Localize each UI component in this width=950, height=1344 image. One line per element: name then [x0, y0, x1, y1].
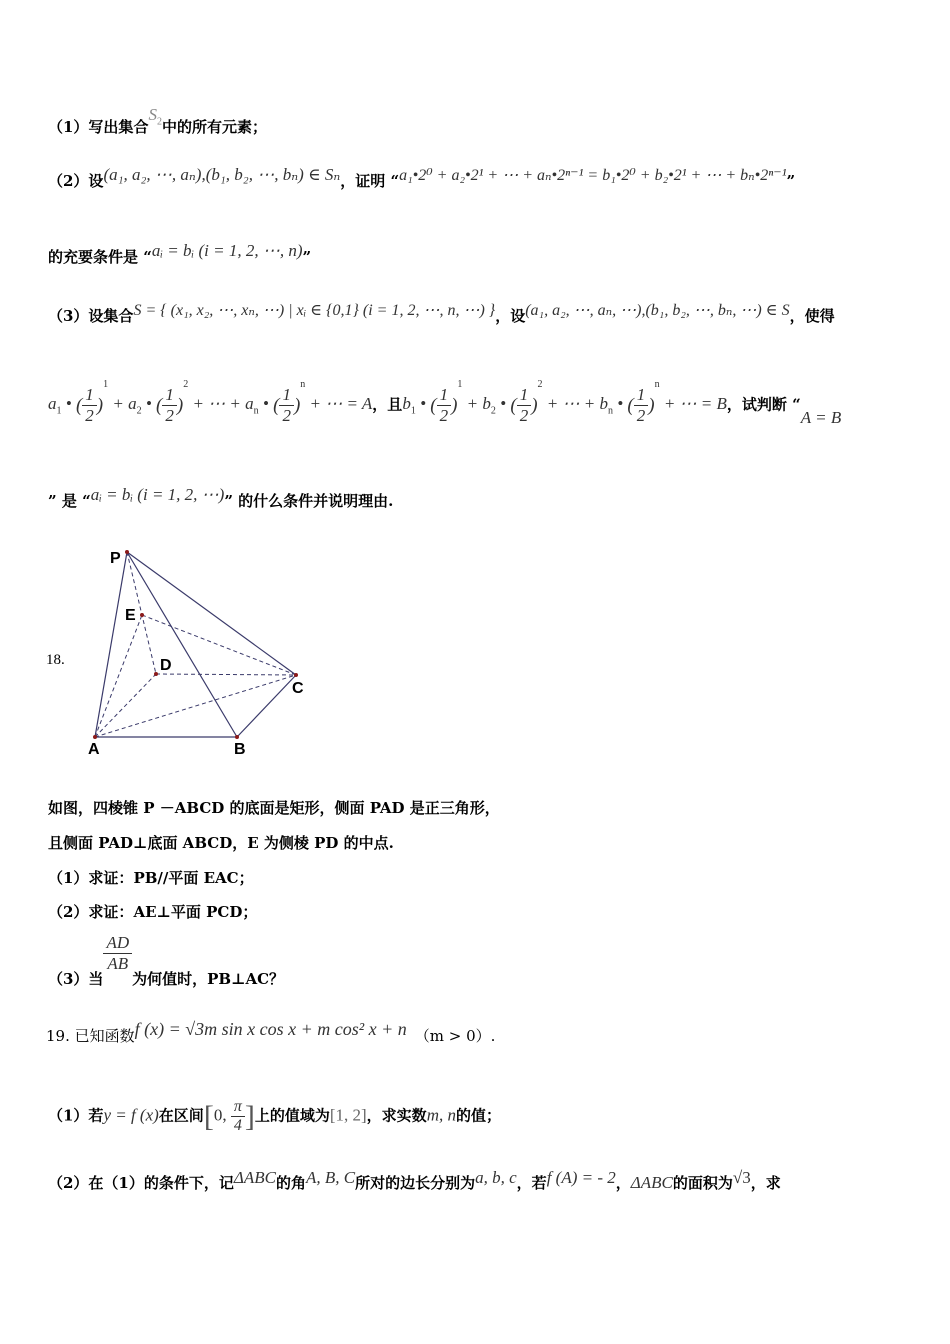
pi-num: π: [231, 1098, 245, 1117]
point-B: [235, 735, 239, 739]
pyramid-figure: [80, 540, 320, 760]
ratio-den: AB: [107, 954, 129, 973]
q19-p1-range-text: 上的值域为: [254, 1106, 330, 1125]
q18-line2: 且侧面 PAD⊥底面 ABCD，E 为侧棱 PD 的中点.: [48, 834, 394, 852]
q19-condition: （m > 0）.: [414, 1027, 496, 1045]
q19-p1-range: [1, 2]: [329, 1105, 367, 1125]
q17-part2-cont-post: ”: [302, 248, 312, 266]
q17-last-pre: ” 是 “: [48, 492, 91, 510]
q19-p1-solve: ，求实数: [366, 1106, 427, 1125]
q19-p2-comma: ，: [615, 1174, 631, 1192]
q17-part3-mid: ，设: [495, 307, 526, 325]
q17-part2-condition: aᵢ = bᵢ (i = 1, 2, ⋯, n): [151, 241, 303, 260]
interval-right-bracket: ]: [244, 1099, 255, 1133]
point-D: [154, 672, 158, 676]
q19-p2-sides-pre: 所对的边长分别为: [355, 1174, 476, 1192]
point-A: [93, 735, 97, 739]
interval-zero: 0,: [213, 1105, 231, 1125]
ratio-AD-AB: [103, 933, 132, 974]
frac-half: $\frac{1}{2}$: [82, 385, 97, 426]
q17-part3-label: （3）设集合: [48, 307, 134, 325]
q19-p2-angles-pre: 的角: [275, 1174, 306, 1192]
series-b: $b_1$ • ( $\frac{1}{2}$ )$^1 + b_2$ • ( $\frac{1}{2}$ )$^2$ + ⋯ + $b_n$ • ( $\frac{1}{2}$ )$^n$ + ⋯ = B: [402, 379, 727, 425]
q17-series-line: [48, 379, 842, 428]
q19-p2-angles: A, B, C: [306, 1168, 356, 1187]
q19-p2-pre: （2）在（1）的条件下，记: [48, 1174, 234, 1192]
q18-q3: [48, 933, 285, 988]
q19-p2-if: ，若: [516, 1174, 547, 1192]
edge-BC: [237, 675, 296, 737]
q19-part2: [48, 1168, 781, 1193]
q17-part2-label: （2）设: [48, 172, 104, 190]
q17-part2-cont: [48, 241, 312, 267]
series-a: $a_1$ • ( $\frac{1}{2}$ )$^1 + a_2$ • ( $\frac{1}{2}$ )$^2$ + ⋯ + $a_n$ • ( $\frac{1}{2}$ )$^n$ + ⋯ = A: [48, 379, 373, 425]
q17-part2-mid: ，证明 “: [340, 172, 400, 190]
label-P: P: [110, 550, 121, 567]
q17-part3-AB: A = B: [800, 408, 842, 428]
q18-q1: （1）求证：PB//平面 EAC；: [48, 869, 254, 887]
q19-p1-mid: 在区间: [158, 1106, 204, 1125]
interval-left-bracket: [: [203, 1099, 214, 1133]
q17-part3-tuples: (a₁, a₂, ⋯, aₙ, ⋯),(b₁, b₂, ⋯, bₙ, ⋯) ∈ S: [525, 302, 790, 319]
q19-p2-sides: a, b, c: [475, 1168, 517, 1187]
pi-den: 4: [233, 1117, 242, 1134]
point-P: [125, 550, 129, 554]
q17-part1: [48, 105, 267, 139]
q19-p2-fA: f (A) = - 2: [546, 1168, 616, 1187]
label-B: B: [234, 741, 246, 758]
q17-part3-and: ，且: [372, 395, 403, 414]
q17-part1-set-sub: 2: [156, 116, 162, 128]
label-E: E: [125, 607, 136, 624]
label-A: A: [88, 741, 100, 758]
q18-number: 18.: [46, 652, 65, 668]
q17-part2-cont-pre: 的充要条件是 “: [48, 248, 152, 266]
q19-p2-triangle: ΔABC: [233, 1168, 276, 1187]
q18-line1: 如图，四棱锥 P －ABCD 的底面是矩形，侧面 PAD 是正三角形，: [48, 799, 500, 817]
edge-PB: [127, 552, 237, 737]
q17-part2: [48, 165, 796, 191]
q19-p2-area-pre: 的面积为: [672, 1174, 733, 1192]
label-C: C: [292, 680, 304, 697]
q19-part1: [48, 1098, 501, 1135]
edge-AE: [95, 615, 142, 737]
q17-part3-judge: ，试判断 “: [726, 395, 801, 414]
label-D: D: [160, 657, 172, 674]
q17-part1-tail: 中的所有元素；: [161, 118, 267, 136]
q17-part3: [48, 302, 835, 326]
interval-pi-over-4: [231, 1098, 245, 1135]
q17-last-post: ” 的什么条件并说明理由.: [224, 492, 394, 510]
q19-p2-triangle2: ΔABC: [630, 1173, 673, 1192]
q18-q3-pre: （3）当: [48, 969, 104, 988]
q18-q2: （2）求证：AE⊥平面 PCD；: [48, 903, 258, 921]
q17-part2-equation: a₁•2⁰ + a₂•2¹ + ⋯ + aₙ•2ⁿ⁻¹ = b₁•2⁰ + b₂•2¹ + ⋯ + bₙ•2ⁿ⁻¹: [399, 167, 787, 184]
q19-intro: [46, 1019, 496, 1046]
q17-part1-label: （1）写出集合: [48, 118, 149, 136]
q19-p1-vars: m, n: [426, 1105, 456, 1125]
q17-part1-set-symbol: S: [148, 105, 157, 124]
q19-p2-end: ，求: [750, 1174, 781, 1192]
q19-intro-text: 19. 已知函数: [46, 1027, 135, 1045]
point-E: [140, 613, 144, 617]
q17-part2-close: ”: [786, 172, 796, 190]
q19-function: f (x) = √3m sin x cos x + m cos² x + n: [134, 1019, 407, 1039]
q17-part3-last: [48, 485, 394, 511]
q19-p2-area: √3: [732, 1168, 751, 1187]
q17-part2-tuples: (a₁, a₂, ⋯, aₙ),(b₁, b₂, ⋯, bₙ) ∈ Sₙ: [103, 165, 341, 184]
q17-last-condition: aᵢ = bᵢ (i = 1, 2, ⋯): [90, 485, 225, 504]
q17-part3-set: S = { (x₁, x₂, ⋯, xₙ, ⋯) | xᵢ ∈ {0,1} (i = 1, 2, ⋯, n, ⋯) }: [133, 302, 496, 319]
q17-part3-tail: ，使得: [789, 307, 835, 325]
ratio-num: AD: [103, 933, 132, 954]
q17-part1-set: [148, 105, 162, 128]
q19-p1-pre: （1）若: [48, 1106, 104, 1125]
q18-q3-post: 为何值时，PB⊥AC？: [132, 969, 285, 988]
edge-DC: [156, 674, 296, 675]
point-C: [294, 673, 298, 677]
q19-p1-y: y = f (x): [103, 1105, 159, 1125]
q19-p1-end: 的值；: [455, 1106, 501, 1125]
